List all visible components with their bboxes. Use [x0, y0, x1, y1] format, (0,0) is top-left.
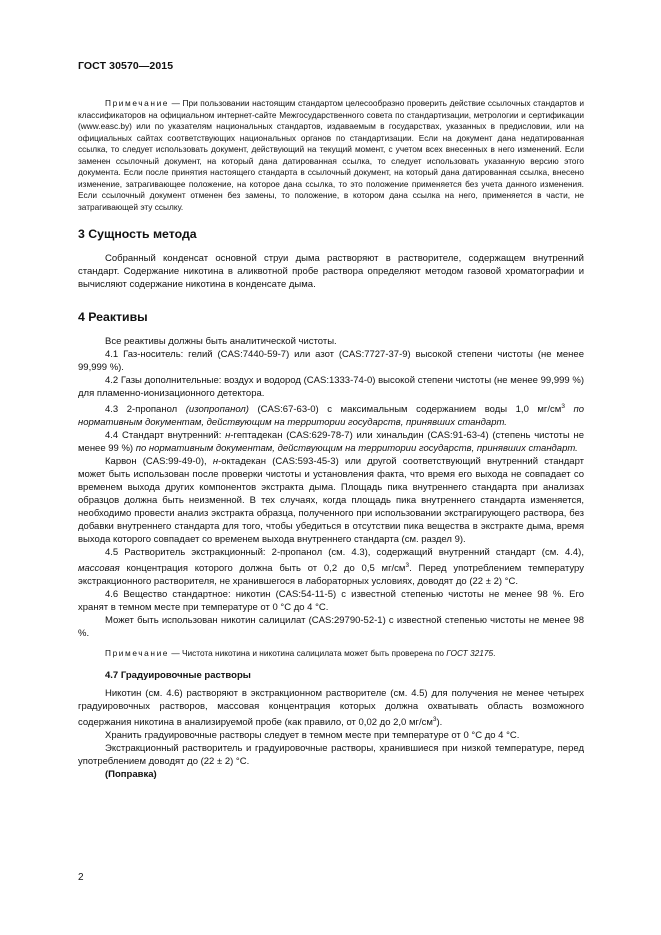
clause-4-6-alt: Может быть использован никотин салицилат (CAS:29790-52-1) с известной степенью чистоты не менее 98 %. [78, 615, 584, 640]
reference-note [78, 98, 584, 213]
clause-4-4-alt: Карвон (CAS:99-49-0), н-октадекан (CAS:593-45-3) или другой соответствующий внутренний стандарт может быть использован после проверки чистоты и установления факта, что время его выхода не совпадает со временем выхода других компонентов экстракта дыма. Площадь пика внутреннего стандарта при анализах образцов должна быть неизменной. В тех случаях, когда площадь пика внутреннего стандарта изменяется, необходимо провести анализ экстракта образца, полученного при использовании экстрагирующего раствора, без добавки внутреннего стандарта для того, чтобы убедиться в отсутствии пика вещества в экстракте дыма, время выхода которого совпадает со временем выхода внутреннего стандарта (см. раздел 9). [78, 456, 584, 546]
amendment-mark: (Поправка) [105, 768, 157, 780]
reagents-intro: Все реактивы должны быть аналитической чистоты. [105, 336, 337, 347]
section-4-title: 4 Реактивы [78, 310, 148, 324]
clause-4-6: 4.6 Вещество стандартное: никотин (CAS:54-11-5) с известной степенью чистоты не менее 98 %. Его хранят в темном месте при температуре от 0 °С до 4 °С. [78, 589, 584, 614]
section-3-text: Собранный конденсат основной струи дыма растворяют в растворителе, содержащем внутренний стандарт. Содержание никотина в аликвотной пробе раствора определяют методом газовой хроматографии и вычисляют содержание никотина в конденсате дыма. [78, 253, 584, 290]
clause-4-7-storage: Хранить градуировочные растворы следует в темном месте при температуре от 0 °С до 4 °С. [105, 729, 520, 741]
clause-4-1: 4.1 Газ-носитель: гелий (CAS:7440-59-7) или азот (CAS:7727-37-9) высокой степени чистоты (не менее 99,999 %). [78, 349, 584, 373]
clause-4-7-text: Никотин (см. 4.6) растворяют в экстракционном растворителе (см. 4.5) для получения не менее четырех градуировочных растворов, массовая концентрация которых должна охватывать область возможного содержания никотина в анализируемой пробе (как правило, от 0,02 до 2,0 $мг/см^3$). [78, 687, 584, 728]
clause-4-3: 4.3 2-пропанол (изопропанол) (CAS:67-63-0) с максимальным содержанием воды 1,0 $мг/см^3$ по нормативным документам, действующим на территории государств, принявших стандарт. [78, 403, 585, 429]
document-header: ГОСТ 30570—2015 [78, 60, 174, 72]
purity-note: Примечание — Чистота никотина и никотина салицилата может быть проверена по ГОСТ 32175. [105, 648, 496, 659]
section-3-title: 3 Сущность метода [78, 227, 197, 241]
clause-4-2: 4.2 Газы дополнительные: воздух и водород (CAS:1333-74-0) высокой степени чистоты (не менее 99,999 %) для пламенно-ионизационного детектора. [78, 375, 584, 399]
clause-4-5: 4.5 Растворитель экстракционный: 2-пропанол (см. 4.3), содержащий внутренний стандарт (см. 4.4), массовая концентрация которого должна быть от 0,2 до 0,5 $мг/см^3$. Перед употреблением температуру экстракционного растворителя, не хранившегося в лабораторных условиях, доводят до (22 ± 2) °С. [78, 547, 584, 588]
clause-4-7-temperature: Экстракционный растворитель и градуировочные растворы, хранившиеся при низкой температуре, перед употреблением доводят до (22 ± 2) °С. [78, 742, 584, 767]
subsection-4-7-title: 4.7 Градуировочные растворы [105, 669, 251, 681]
page-content [78, 98, 584, 781]
note-label: Примечание [105, 98, 170, 108]
clause-4-4: 4.4 Стандарт внутренний: н-гептадекан (CAS:629-78-7) или хинальдин (CAS:91-63-4) (степень чистоты не менее 99 %) по нормативным документам, действующим на территории государств, принявших стандарт. [78, 430, 585, 455]
note-text: — При пользовании настоящим стандартом целесообразно проверить действие ссылочных стандартов и классификаторов на официальном интернет-сайте Межгосударственного совета по стандартизации, метрологии и сертификации (www.easc.by) или по указателям национальных стандартов, издаваемым в государствах, указанных в предисловии, или на официальных сайтах соответствующих национальных органов по стандартизации. Если на документ дана недатированная ссылка, то следует использовать документ, действующий на текущий момент, с учетом всех внесенных в него изменений. Если заменен ссылочный документ, на который дана датированная ссылка, то следует использовать указанную версию этого документа. Если после принятия настоящего стандарта в ссылочный документ, на который дана датированная ссылка, внесено изменение, затрагивающее положение, на которое дана ссылка, то это положение применяется без учета данного изменения. Если ссылочный документ отменен без замены, то положение, в котором дана ссылка на него, применяется в части, не затрагивающей эту ссылку. [78, 98, 584, 212]
page-number: 2 [78, 872, 84, 883]
